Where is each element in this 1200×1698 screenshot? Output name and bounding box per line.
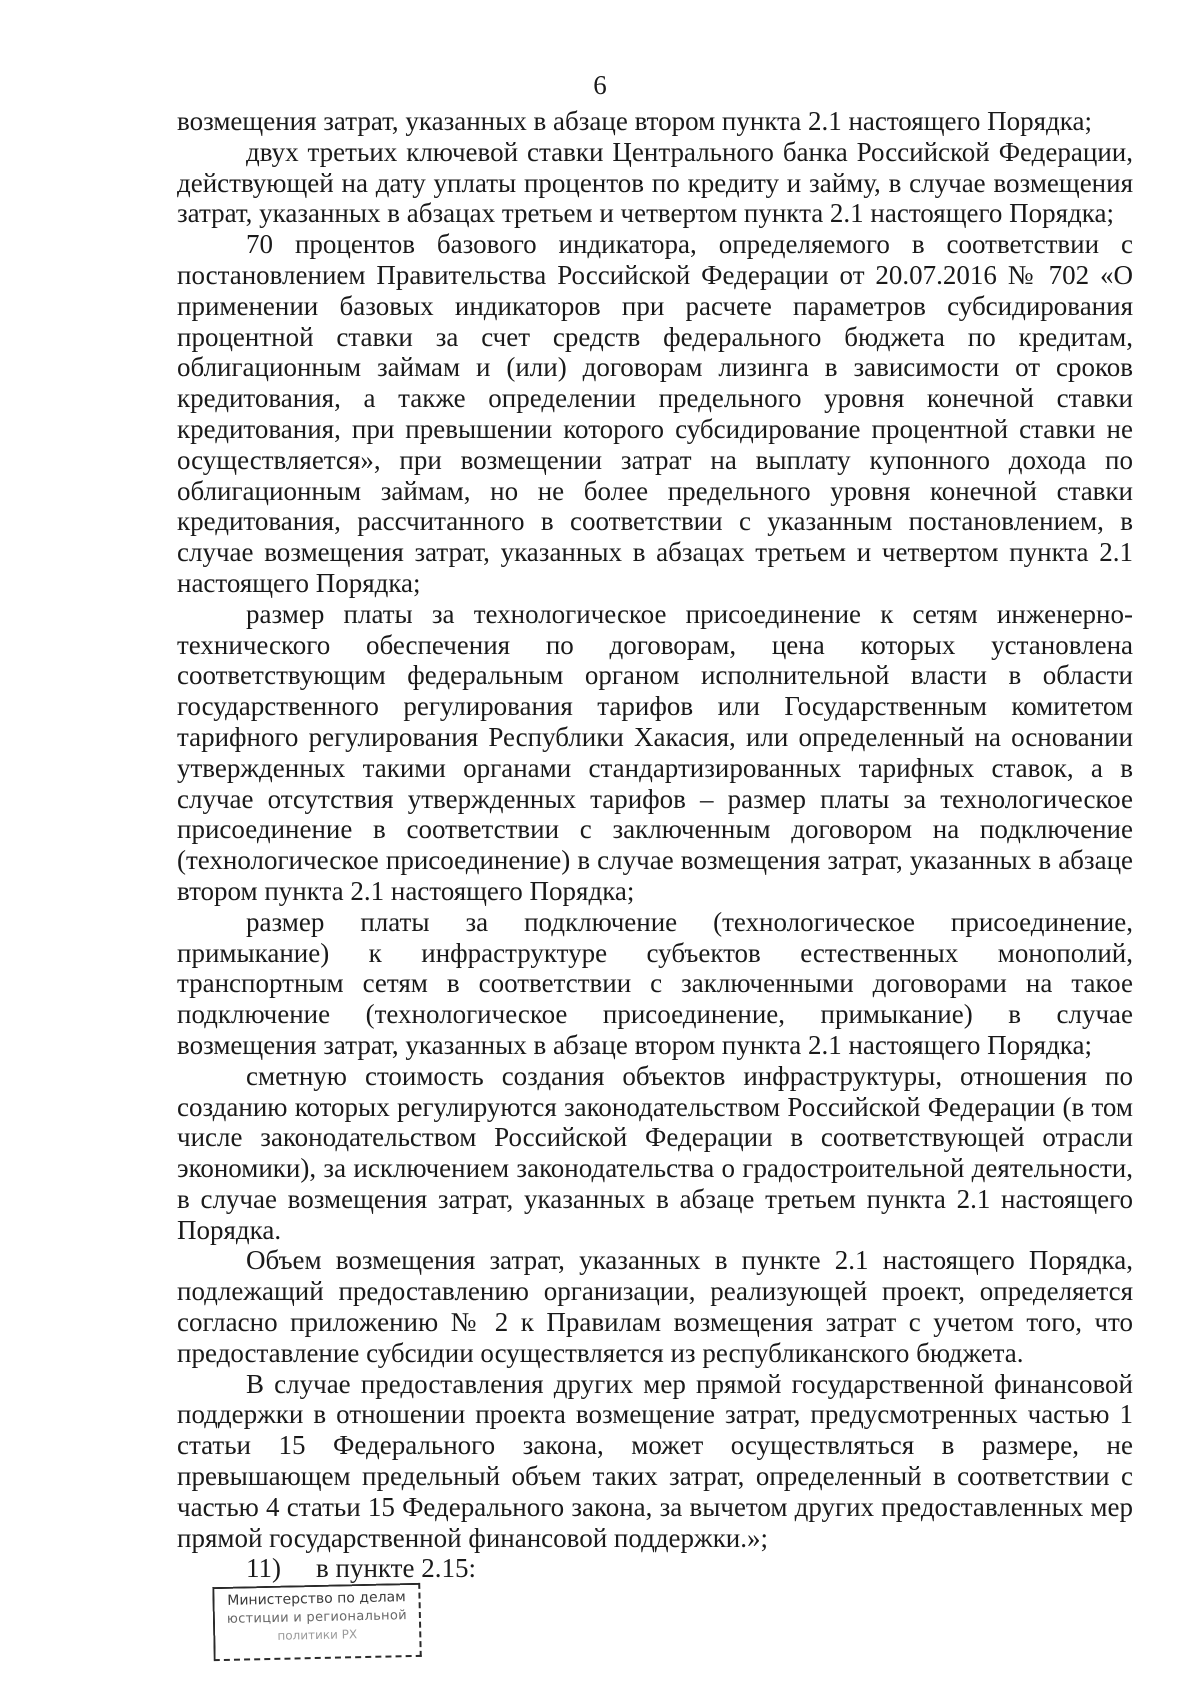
paragraph: размер платы за подключение (технологическое присоединение, примыкание) к инфраструктуре субъектов естественных монополий, транспортным сетям в соответствии с заключенными договорами на такое подключение (технологическое присоединение, примыкание) в случае возмещения затрат, указанных в абзаце втором пункта 2.1 настоящего Порядка;: [177, 906, 1133, 1060]
document-body: [177, 106, 1133, 1584]
stamp-line: политики РХ: [277, 1627, 358, 1643]
list-item-text: в пункте 2.15:: [316, 1553, 476, 1584]
paragraph: Объем возмещения затрат, указанных в пункте 2.1 настоящего Порядка, подлежащий предоставлению организации, реализующей проект, определяется согласно приложению № 2 к Правилам возмещения затрат с учетом того, что предоставление субсидии осуществляется из республиканского бюджета.: [177, 1245, 1133, 1368]
page-number: 6: [593, 70, 607, 100]
list-item-number: 11): [246, 1553, 281, 1584]
stamp-line: Министерство по делам: [227, 1589, 406, 1609]
paragraph: В случае предоставления других мер прямой государственной финансовой поддержки в отношении проекта возмещение затрат, предусмотренных частью 1 статьи 15 Федерального закона, может осуществляться в размере, не превышающем предельный объем таких затрат, определенный в соответствии с частью 4 статьи 15 Федерального закона, за вычетом других предоставленных мер прямой государственной финансовой поддержки.»;: [177, 1368, 1133, 1553]
paragraph: сметную стоимость создания объектов инфраструктуры, отношения по созданию которых регулируются законодательством Российской Федерации (в том числе законодательством Российской Федерации в соответствующей отрасли экономики), за исключением законодательства о градостроительной деятельности, в случае возмещения затрат, указанных в абзаце третьем пункта 2.1 настоящего Порядка.: [177, 1060, 1133, 1245]
paragraph: двух третьих ключевой ставки Центрального банка Российской Федерации, действующей на дату уплаты процентов по кредиту и займу, в случае возмещения затрат, указанных в абзацах третьем и четвертом пункта 2.1 настоящего Порядка;: [177, 136, 1133, 229]
registration-stamp: [212, 1583, 422, 1661]
stamp-line: юстиции и региональной: [226, 1608, 408, 1627]
paragraph-continuation: возмещения затрат, указанных в абзаце втором пункта 2.1 настоящего Порядка;: [177, 106, 1092, 136]
paragraph: размер платы за технологическое присоединение к сетям инженерно-технического обеспечения по договорам, цена которых установлена соответствующим федеральным органом исполнительной власти в области государственного регулирования тарифов или Государственным комитетом тарифного регулирования Республики Хакасия, или определенный на основании утвержденных такими органами стандартизированных тарифных ставок, а в случае отсутствия утвержденных тарифов – размер платы за технологическое присоединение в соответствии с заключенным договором на подключение (технологическое присоединение) в случае возмещения затрат, указанных в абзаце втором пункта 2.1 настоящего Порядка;: [177, 598, 1133, 906]
list-item: [177, 1553, 1133, 1584]
paragraph: 70 процентов базового индикатора, определяемого в соответствии с постановлением Правительства Российской Федерации от 20.07.2016 № 702 «О применении базовых индикаторов при расчете параметров субсидирования процентной ставки за счет средств федерального бюджета по кредитам, облигационным займам и (или) договорам лизинга в зависимости от сроков кредитования, а также определении предельного уровня конечной ставки кредитования, при превышении которого субсидирование процентной ставки не осуществляется», при возмещении затрат на выплату купонного дохода по облигационным займам, но не более предельного уровня конечной ставки кредитования, рассчитанного в соответствии с указанным постановлением, в случае возмещения затрат, указанных в абзацах третьем и четвертом пункта 2.1 настоящего Порядка;: [177, 229, 1133, 598]
